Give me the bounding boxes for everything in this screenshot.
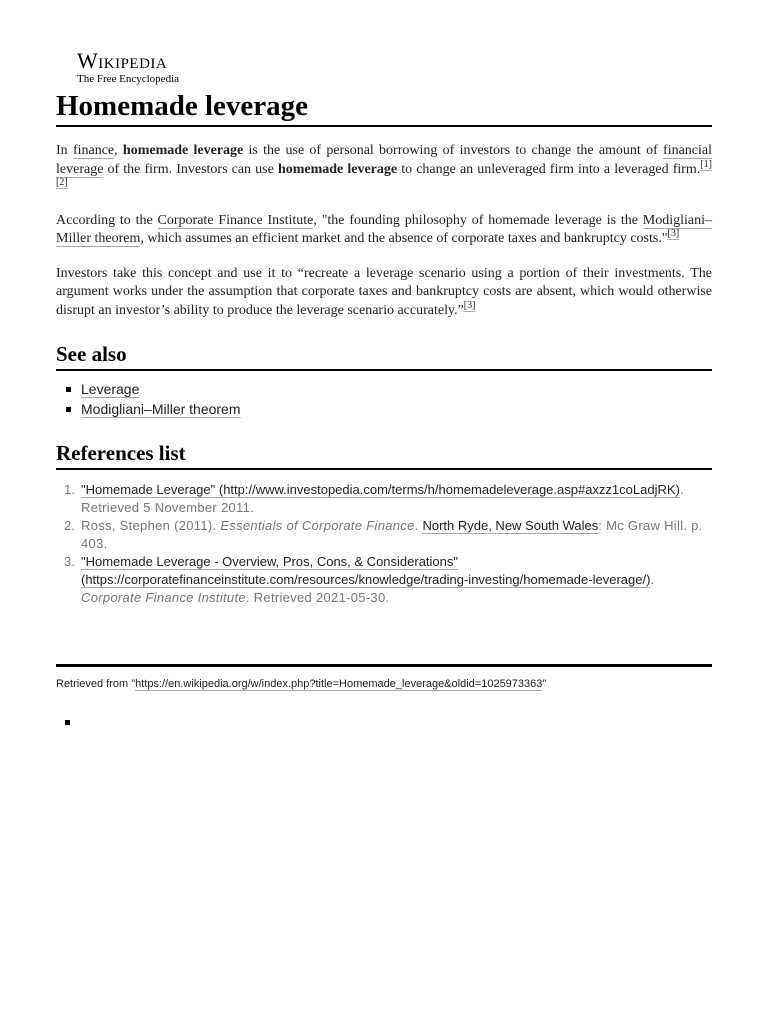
- citation-link[interactable]: [2]: [56, 177, 68, 189]
- reference-item: [56, 553, 712, 607]
- citation-2[interactable]: [56, 177, 68, 189]
- reference-place-link[interactable]: North Ryde, New South Wales: [422, 518, 599, 533]
- reference-work: Corporate Finance Institute: [81, 590, 246, 605]
- reference-work: Essentials of Corporate Finance: [220, 518, 415, 533]
- text: Retrieved from ": [56, 678, 136, 690]
- intro-paragraph-2: [56, 212, 712, 249]
- citation-link[interactable]: [3]: [667, 228, 680, 240]
- bold-term: homemade leverage: [277, 161, 398, 177]
- link-leverage[interactable]: Leverage: [81, 381, 140, 397]
- retrieved-from: [56, 678, 546, 690]
- reference-rest: . Retrieved 5 November 2011.: [81, 482, 684, 515]
- text: In: [56, 143, 73, 158]
- text: .: [414, 518, 423, 533]
- text: .: [650, 572, 655, 587]
- reference-number: 3.: [64, 554, 75, 569]
- retrieved-url-link[interactable]: https://en.wikipedia.org/w/index.php?title=Homemade_leverage&oldid=1025973363: [135, 678, 543, 690]
- link-financial-leverage[interactable]: financial leverage: [56, 143, 713, 177]
- citation-link[interactable]: [1]: [700, 158, 712, 170]
- text: of the firm. Investors can use: [103, 161, 278, 177]
- text: to change an unleveraged firm into a leveraged firm.: [397, 161, 701, 177]
- footer-divider: [56, 664, 712, 667]
- link-finance[interactable]: finance: [72, 143, 115, 158]
- wikipedia-logo[interactable]: [56, 50, 712, 85]
- see-also-heading: See also: [56, 340, 712, 371]
- citation-1[interactable]: [700, 159, 712, 171]
- references-heading: References list: [56, 439, 712, 470]
- reference-link[interactable]: "Homemade Leverage - Overview, Pros, Cons, & Considerations" (https://corporatefinanceinstitute.com/resources/knowledge/trading-investing/homemade-leverage/): [81, 554, 651, 587]
- text: According to the: [56, 212, 158, 228]
- citation-3[interactable]: [464, 300, 476, 312]
- intro-paragraph-1: [56, 142, 712, 198]
- text: Investors take this concept and use it to “recreate a leverage scenario using a portion of their investments. The argument works under the assumption that corporate taxes and bankruptcy costs are absent, which would otherwise disrupt an investor’s ability to produce the leverage scenario accurately.”: [56, 265, 712, 318]
- text: ,: [114, 143, 123, 158]
- reference-number: 1.: [64, 482, 75, 497]
- intro-paragraph-3: [56, 265, 712, 321]
- link-modigliani-miller-theorem[interactable]: Modigliani–Miller theorem: [81, 401, 241, 417]
- citation-3[interactable]: [668, 228, 680, 240]
- reference-item: [56, 517, 712, 553]
- reference-link[interactable]: "Homemade Leverage" (http://www.investopedia.com/terms/h/homemadeleverage.asp#axzz1coLadjRK): [81, 482, 680, 497]
- reference-number: 2.: [64, 518, 75, 533]
- link-corporate-finance-institute[interactable]: Corporate Finance Institute: [157, 212, 314, 228]
- text: , "the founding philosophy of homemade leverage is the: [313, 212, 643, 228]
- link-modigliani-miller[interactable]: Modigliani–Miller theorem: [56, 212, 713, 246]
- text: ": [542, 678, 547, 690]
- reference-rest: : Mc Graw Hill. p. 403.: [81, 518, 703, 551]
- reference-item: [56, 481, 712, 517]
- list-item: [56, 379, 712, 399]
- logo-tagline: The Free Encyclopedia: [77, 73, 180, 85]
- bold-term: homemade leverage: [122, 143, 244, 158]
- citation-link[interactable]: [3]: [463, 299, 476, 311]
- reference-author: Ross, Stephen (2011).: [81, 518, 221, 533]
- see-also-list: [56, 379, 712, 419]
- article: [56, 0, 712, 607]
- references-list: [56, 481, 712, 607]
- text: , which assumes an efficient market and the absence of corporate taxes and bankruptcy costs.": [140, 231, 668, 246]
- bullet-marker: [65, 720, 70, 725]
- reference-rest: . Retrieved 2021-05-30.: [245, 590, 390, 605]
- page-title: Homemade leverage: [56, 89, 712, 127]
- logo-wordmark: Wikipedia: [77, 48, 168, 73]
- list-item: [56, 399, 712, 419]
- text: is the use of personal borrowing of investors to change the amount of: [243, 143, 664, 158]
